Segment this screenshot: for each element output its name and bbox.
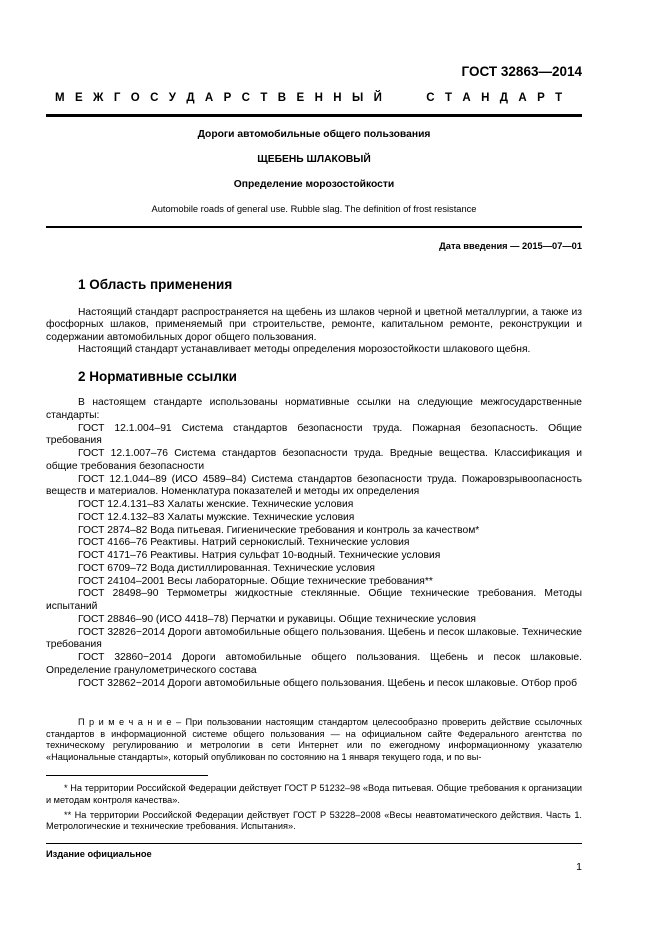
reference-item: ГОСТ 32826−2014 Дороги автомобильные общего пользования. Щебень и песок шлаковые. Технические требования: [46, 626, 582, 651]
title-line1: Дороги автомобильные общего пользования: [197, 129, 431, 140]
section1-paragraph: Настоящий стандарт устанавливает методы определения морозостойкости шлакового щебня.: [78, 344, 531, 356]
footnote-separator: [46, 775, 208, 776]
top-rule: [46, 114, 582, 117]
footnote: * На территории Российской Федерации действует ГОСТ Р 51232–98 «Вода питьевая. Общие требования к организации и методам контроля качества».: [46, 783, 582, 805]
note-text: – При пользовании настоящим стандартом целесообразно проверить действие ссылочных стандартов в информационной системе общего пользования — на официальном сайте Федерального агентства по техническому регулированию и метрологии в сети Интернет или по ежегодному информационному указателю «Национальные стандарты», который опубликован по состоянию на 1 января текущего года, и по вы-: [46, 717, 582, 763]
page-number: 1: [576, 861, 582, 873]
reference-item: ГОСТ 28498–90 Термометры жидкостные стеклянные. Общие технические требования. Методы испытаний: [46, 588, 582, 612]
effective-date: Дата введения — 2015—07—01: [439, 241, 582, 251]
footnotes: [46, 783, 582, 836]
reference-item: ГОСТ 12.4.132–83 Халаты мужские. Технические условия: [78, 511, 355, 523]
reference-item: ГОСТ 2874–82 Вода питьевая. Гигиенические требования и контроль за качеством*: [78, 524, 480, 536]
reference-item: ГОСТ 12.1.007–76 Система стандартов безопасности труда. Вредные вещества. Классификация и общие требования безопасности: [46, 448, 582, 472]
reference-item: ГОСТ 12.4.131–83 Халаты женские. Технические условия: [78, 499, 354, 510]
reference-item: ГОСТ 4166–76 Реактивы. Натрий сернокислый. Технические условия: [78, 537, 410, 549]
reference-item: ГОСТ 28846–90 (ИСО 4418–78) Перчатки и рукавицы. Общие технические условия: [78, 613, 476, 625]
section2-intro: В настоящем стандарте использованы нормативные ссылки на следующие межгосударственные стандарты:: [46, 397, 582, 421]
edition-label: Издание официальное: [46, 849, 152, 859]
english-title: Automobile roads of general use. Rubble slag. The definition of frost resistance: [151, 204, 477, 214]
reference-item: ГОСТ 12.1.004–91 Система стандартов безопасности труда. Пожарная безопасность. Общие требования: [46, 422, 582, 447]
section1-heading: 1 Область применения: [78, 277, 233, 292]
reference-item: ГОСТ 32860−2014 Дороги автомобильные общего пользования. Щебень и песок шлаковые. Определение гранулометрического состава: [46, 652, 582, 676]
reference-item: ГОСТ 6709–72 Вода дистиллированная. Технические условия: [78, 562, 375, 574]
reference-item: ГОСТ 24104–2001 Весы лабораторные. Общие технические требования**: [78, 575, 433, 587]
section1-body: [46, 307, 582, 357]
section2-heading: 2 Нормативные ссылки: [78, 369, 237, 384]
section1-paragraph: Настоящий стандарт распространяется на щебень из шлаков черной и цветной металлургии, а также из фосфорных шлаков, применяемый при строительстве, ремонте, капитальном ремонте, реконструкции и содержании автомобильных дорог общего пользования.: [46, 307, 582, 343]
title-line2: ЩЕБЕНЬ ШЛАКОВЫЙ: [257, 154, 371, 165]
normative-references: [46, 397, 582, 690]
reference-item: ГОСТ 4171–76 Реактивы. Натрия сульфат 10-водный. Технические условия: [78, 550, 441, 561]
title-rule: [46, 226, 582, 228]
doc-code: ГОСТ 32863—2014: [461, 64, 582, 79]
title-line3: Определение морозостойкости: [233, 179, 395, 190]
footer-rule: [46, 843, 582, 844]
standard-category: М Е Ж Г О С У Д А Р С Т В Е Н Н Ы Й С Т А Н Д А Р Т: [55, 92, 566, 104]
reference-item: ГОСТ 12.1.044–89 (ИСО 4589–84) Система стандартов безопасности труда. Пожаровзрывоопасность веществ и материалов. Номенклатура показателей и методы их определения: [46, 473, 582, 498]
footnote: ** На территории Российской Федерации действует ГОСТ Р 53228–2008 «Весы неавтоматического действия. Часть 1. Метрологические и технические требования. Испытания».: [46, 809, 582, 832]
note-label: П р и м е ч а н и е: [78, 717, 172, 727]
reference-item: ГОСТ 32862−2014 Дороги автомобильные общего пользования. Щебень и песок шлаковые. Отбор проб: [78, 677, 578, 689]
note-block: [46, 717, 582, 764]
